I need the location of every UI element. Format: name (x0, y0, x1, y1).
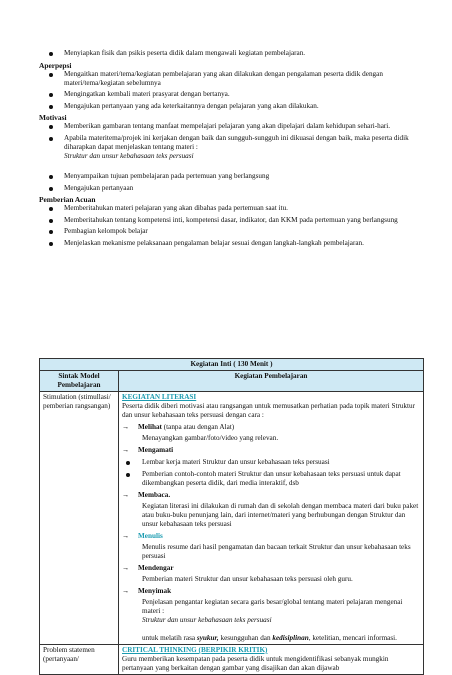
list-item: Mengaitkan materi/tema/kegiatan pembelajaran yang akan dilakukan dengan pengalaman peserta didik dengan materi/tema/kegiatan sebelumnya (39, 70, 428, 88)
menyimak-text: Penjelasan pengantar kegiatan secara garis besar/global tentang materi pelajaran mengenai materi : Struktur dan unsur kebahasaan teks persuasi (142, 598, 403, 624)
critical-title: CRITICAL THINKING (BERPIKIR KRITIK) (122, 646, 268, 654)
step-menyimak: → Menyimak (122, 587, 172, 595)
list-item: Mengajukan pertanyaan (39, 184, 428, 193)
acuan-list (39, 204, 428, 248)
table-row (40, 392, 424, 645)
arrow-icon: → (122, 491, 130, 499)
list-item: Pemberian contoh-contoh materi Struktur dan unsur kebahasaan teks persuasi untuk dapat dikembangkan peserta didik, dari media interaktif, dsb (122, 470, 420, 488)
motivasi-item2-topic: Struktur dan unsur kebahasaan teks persuasi (64, 151, 194, 160)
opening-section (39, 49, 428, 250)
sintak-header: Sintak Model Pembelajaran (40, 371, 119, 392)
list-item: Pembagian kelompok belajar (39, 227, 428, 236)
closing-text: untuk melatih rasa syukur, kesungguhan dan kedisiplinan, ketelitian, mencari informasi. (142, 634, 397, 642)
arrow-icon: → (122, 446, 130, 454)
kegiatan-inti-title: Kegiatan Inti ( 130 Menit ) (40, 359, 424, 371)
literasi-intro: Peserta didik diberi motivasi atau rangsangan untuk memusatkan perhatian pada topik materi Struktur dan unsur kebahasaan teks persuasi dengan cara : (122, 402, 416, 419)
list-item: Menjelaskan mekanisme pelaksanaan pengalaman belajar sesuai dengan langkah-langkah pembelajaran. (39, 239, 428, 248)
kegiatan-inti-table (39, 358, 424, 675)
list-item (39, 134, 428, 161)
motivasi-item2-text: Apabila materitema/projek ini kerjakan dengan baik dan sungguh-sungguh ini dikuasai dengan baik, maka peserta didik diharapkan dapat menjelaskan tentang materi : (64, 133, 409, 151)
menulis-text: Menulis resume dari hasil pengamatan dan bacaan terkait Struktur dan unsur kebahasaan teks persuasi (142, 543, 411, 560)
motivasi-list (39, 122, 428, 161)
list-item: Memberitahukan materi pelajaran yang akan dibahas pada pertemuan saat itu. (39, 204, 428, 213)
list-item: Lembar kerja materi Struktur dan unsur kebahasaan teks persuasi (122, 458, 420, 467)
melihat-text: Menayangkan gambar/foto/video yang relevan. (142, 434, 279, 442)
motivasi-list-2 (39, 172, 428, 193)
list-item: Mengajukan pertanyaan yang ada keterkaitannya dengan pelajaran yang akan dilakukan. (39, 102, 428, 111)
literasi-title: KEGIATAN LITERASI (122, 393, 197, 401)
sintak-cell: Problem statemen (pertanyaan/ (40, 645, 119, 675)
list-item: Menyampaikan tujuan pembelajaran pada pertemuan yang berlangsung (39, 172, 428, 181)
opening-list (39, 49, 428, 58)
list-item: Memberikan gambaran tentang manfaat mempelajari pelajaran yang akan dipelajari dalam kehidupan sehari-hari. (39, 122, 428, 131)
list-item: Mengingatkan kembali materi prasyarat dengan bertanya. (39, 90, 428, 99)
list-item: Memberitahukan tentang kompetensi inti, kompetensi dasar, indikator, dan KKM pada pertemuan yang berlangsung (39, 216, 428, 225)
arrow-icon: → (122, 532, 130, 540)
motivasi-heading: Motivasi (39, 113, 67, 122)
critical-text: Guru memberikan kesempatan pada peserta didik untuk mengidentifikasi sebanyak mungkin pertanyaan yang berkaitan dengan gambar yang disajikan dan akan dijawab (122, 655, 389, 672)
kegiatan-header: Kegiatan Pembelajaran (119, 371, 424, 392)
kegiatan-cell (119, 392, 424, 645)
step-mengamati: → Mengamati (122, 446, 174, 454)
acuan-heading: Pemberian Acuan (39, 195, 96, 204)
step-melihat: → Melihat (tanpa atau dengan Alat) (122, 423, 235, 431)
mendengar-text: Pemberian materi Struktur dan unsur kebahasaan teks persuasi oleh guru. (142, 575, 353, 583)
table-row (40, 645, 424, 675)
sintak-cell: Stimulation (stimullasi/ pemberian rangsangan) (40, 392, 119, 645)
step-menulis: → Menulis (122, 532, 163, 540)
apersepsi-heading: Aperpepsi (39, 60, 72, 70)
apersepsi-list (39, 70, 428, 111)
arrow-icon: → (122, 587, 130, 595)
step-mendengar: → Mendengar (122, 564, 174, 572)
step-membaca: → Membaca. (122, 491, 171, 499)
arrow-icon: → (122, 564, 130, 572)
kegiatan-cell (119, 645, 424, 675)
membaca-text: Kegiatan literasi ini dilakukan di rumah dan di sekolah dengan membaca materi dari buku paket atau buku-buku penunjang lain, dari internet/materi yang berhubungan dengan Struktur dan unsur kebahasaan teks persuasi (142, 502, 419, 528)
list-item: Menyiapkan fisik dan psikis peserta didik dalam mengawali kegiatan pembelajaran. (39, 49, 428, 58)
arrow-icon: → (122, 423, 130, 431)
